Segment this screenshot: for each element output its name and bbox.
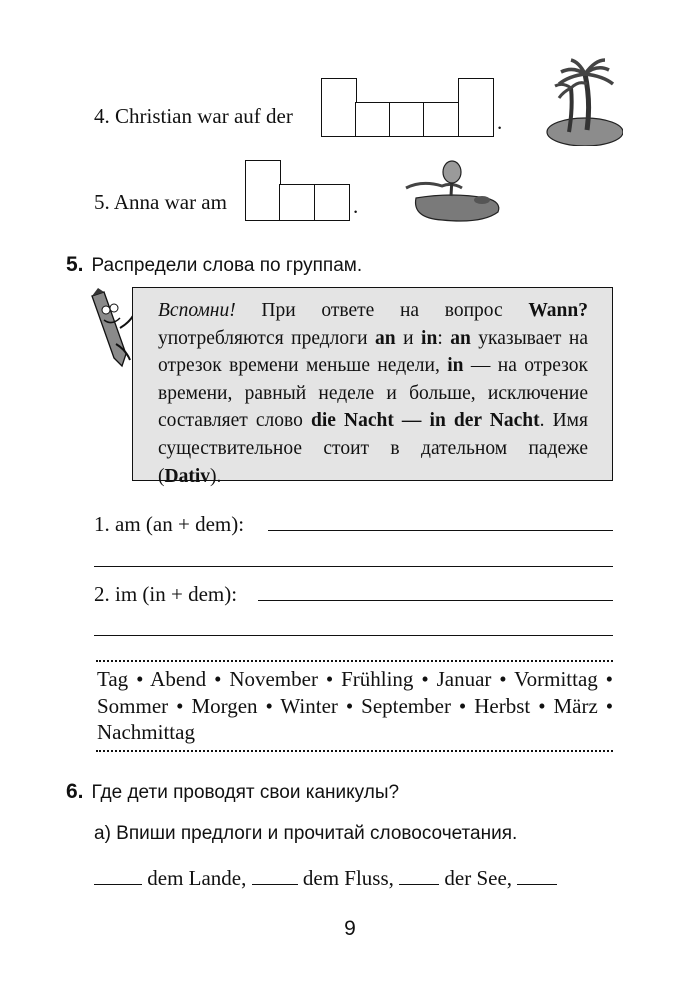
answer-line[interactable] [268,530,613,531]
task-6-sub-a: а) Впиши предлоги и прочитай словосочетания. [94,823,518,844]
phrase: dem Fluss, [302,866,394,890]
group-1-label: 1. am (an + dem): [94,512,245,536]
word-item: Sommer [97,693,169,718]
grid-cell[interactable] [321,78,357,137]
blank-input[interactable] [399,883,439,885]
blank-input[interactable] [94,883,142,885]
separator: • [458,693,467,718]
word-item: Nachmittag [97,720,195,744]
pencil-mascot-icon [86,288,138,372]
task-5-heading [66,253,362,277]
word-bank-bottom-border [96,750,613,752]
rule-keyword: an [375,327,396,349]
rule-intro: Вспомни! [158,300,236,321]
word-item: Winter [280,693,338,718]
answer-line[interactable] [94,566,613,567]
phrase: dem Lande, [147,866,247,890]
separator: • [325,667,334,691]
page-number: 9 [344,917,356,940]
word-item: Abend [150,667,207,691]
task-5-instruction: Распредели слова по группам. [91,255,363,276]
word-item: März [553,693,598,718]
rule-text-part: ). [210,465,222,487]
grid-cell[interactable] [279,184,315,221]
grid-cell[interactable] [245,160,281,221]
separator: • [421,667,429,691]
rule-text-part: При ответе на вопрос [235,300,529,321]
separator: • [265,693,273,718]
word-item: Tag [97,667,129,691]
word-item: Morgen [191,693,258,718]
task-5-number: 5. [66,253,84,276]
grid-cell[interactable] [423,102,459,137]
separator: • [214,667,222,691]
blank-input[interactable] [517,883,557,885]
answer-line[interactable] [258,600,613,601]
rule-text-part: . Имя существительное стоит в дательном падеже ( [158,410,588,487]
word-bank-top-border [96,660,613,662]
word-item: November [229,667,318,691]
rule-text-part: и [395,327,422,349]
word-item: Januar [436,667,492,691]
group-2-label: 2. im (in + dem): [94,582,238,606]
item-4-period: . [497,110,503,134]
palm-island-icon [543,58,623,146]
phrase: der See, [444,866,513,890]
word-item: Frühling [341,667,414,691]
lake-tree-icon [402,158,502,228]
rule-text-part: употребляются предлоги [158,327,376,349]
separator: • [499,667,507,691]
crossword-grid-item-5[interactable] [245,160,353,222]
rule-keyword: in [447,355,464,377]
separator: • [345,693,354,718]
separator: • [176,693,184,718]
grid-cell[interactable] [355,102,391,137]
task-6-number: 6. [66,780,84,803]
blank-input[interactable] [252,883,298,885]
rule-keyword: an [450,327,471,349]
word-bank [97,666,613,746]
rule-text [158,297,588,490]
item-5-text: 5. Anna war am [94,190,227,214]
item-4-text: 4. Christian war auf der [94,104,293,128]
rule-text-part: : [437,327,451,349]
word-item: Vormittag [514,667,598,691]
rule-text-part: указывает на отрезок времени меньше недели, [158,327,589,377]
rule-keyword: Wann? [528,300,588,321]
grid-cell[interactable] [314,184,350,221]
separator: • [605,667,614,691]
word-item: September [361,693,451,718]
separator: • [605,693,614,718]
fill-in-row [94,866,614,891]
grid-cell[interactable] [389,102,425,137]
word-item: Herbst [474,693,531,718]
task-6-question: Где дети проводят свои каникулы? [91,782,400,803]
task-6-heading [66,780,399,804]
grid-cell[interactable] [458,78,494,137]
separator: • [538,693,546,718]
item-5-period: . [353,194,359,218]
answer-line[interactable] [94,635,613,636]
crossword-grid-item-4[interactable] [321,78,497,138]
rule-keyword: Dativ [164,465,210,487]
rule-text-part: — на отрезок времени, равный неделе и больше, исключение составляет слово [158,355,588,432]
rule-keyword: die Nacht — in der Nacht [310,410,540,432]
separator: • [136,667,144,691]
rule-keyword: in [421,327,438,349]
